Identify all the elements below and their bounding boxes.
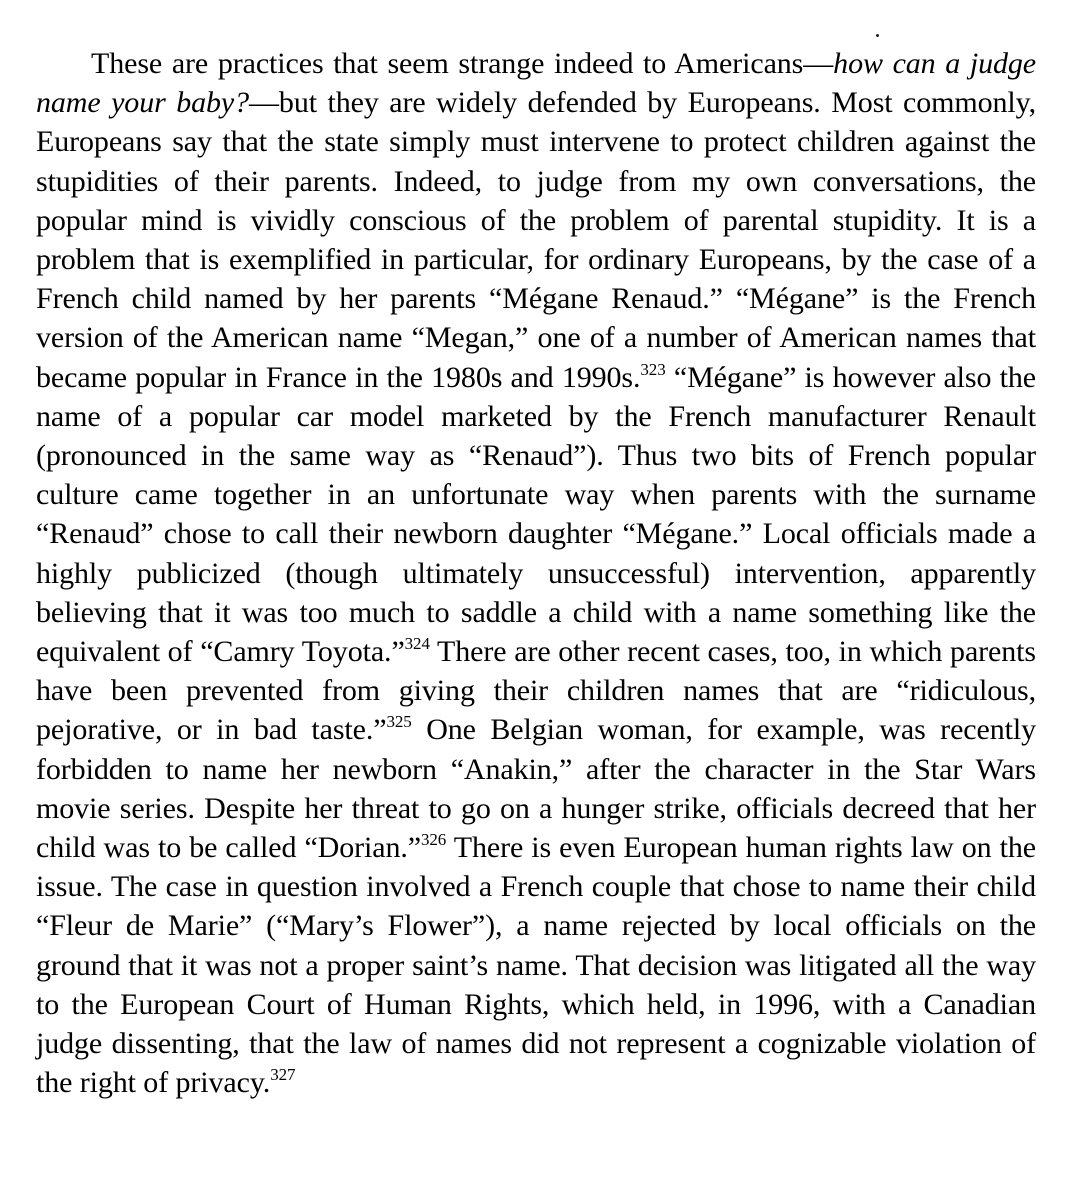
italic-question: how can a judge name your baby? (36, 47, 1036, 120)
footnote-ref-327: 327 (270, 1065, 296, 1085)
text-run: —but they are widely defended by Europeans. Most commonly, Europeans say that the state simply must intervene to protect children against the stupidities of their parents. Indeed, to judge from my own conversations, the popular mind is vividly conscious of the problem of parental stupidity. It is a problem that is exemplified in particular, for ordinary Europeans, by the case of a French child named by her parents “Mégane Renaud.” “Mégane” is the French version of the American name “Megan,” one of a number of American names that became popular in France in the 1980s and 1990s. (36, 86, 1036, 394)
text-run: There are other recent cases, too, in which parents have been prevented from giving their children names that are “ridiculous, pejorative, or in bad taste.” (36, 635, 1036, 747)
footnote-ref-324: 324 (404, 634, 430, 654)
text-run: There is even European human rights law on the issue. The case in question involved a French couple that chose to name their child “Fleur de Marie” (“Mary’s Flower”), a name rejected by local officials on the ground that it was not a proper saint’s name. That decision was litigated all the way to the European Court of Human Rights, which held, in 1996, with a Canadian judge dissenting, that the law of names did not represent a cognizable violation of the right of privacy. (36, 831, 1036, 1100)
stray-mark (876, 34, 879, 37)
body-paragraph (36, 44, 1036, 1102)
text-run: “Mégane” is however also the name of a popular car model marketed by the French manufacturer Renault (pronounced in the same way as “Renaud”). Thus two bits of French popular culture came together in an unfortunate way when parents with the surname “Renaud” chose to call their newborn daughter “Mégane.” Local officials made a highly publicized (though ultimately unsuccessful) intervention, apparently believing that it was too much to saddle a child with a name something like the equivalent of “Camry Toyota.” (36, 360, 1036, 669)
text-run: These are practices that seem strange indeed to Americans— (91, 47, 834, 80)
footnote-ref-325: 325 (386, 712, 412, 732)
footnote-ref-323: 323 (640, 359, 666, 379)
footnote-ref-326: 326 (421, 830, 447, 850)
text-run: One Belgian woman, for example, was recently forbidden to name her newborn “Anakin,” after the character in the Star Wars movie series. Despite her threat to go on a hunger strike, officials decreed that her child was to be called “Dorian.” (36, 713, 1036, 865)
